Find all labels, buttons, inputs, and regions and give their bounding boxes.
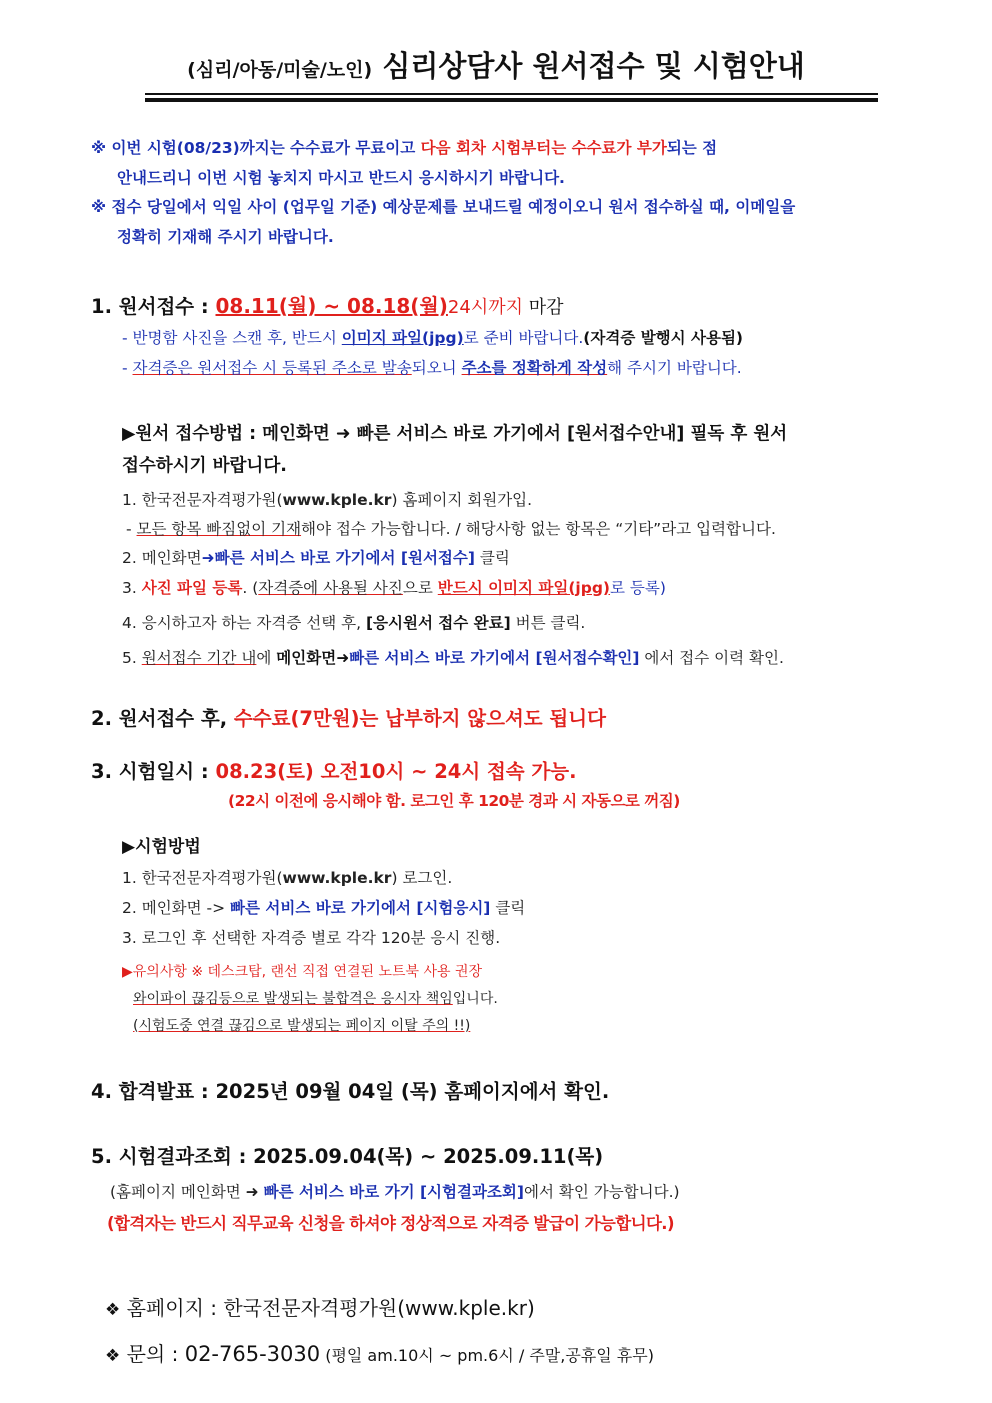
bullet-text: 해 주시기 바랍니다.	[607, 359, 742, 377]
notice-2-text: 접수 당일에서 익일 사이 (업무일 기준) 예상문제를 보내드릴 예정이오니 원서 접수하실 때, 이메일을	[111, 198, 796, 216]
exam-step-3: 3. 로그인 후 선택한 자격증 별로 각각 120분 응시 진행.	[122, 929, 501, 947]
section-4-heading: 4. 합격발표 : 2025년 09월 04일 (목) 홈페이지에서 확인.	[91, 1080, 610, 1103]
section-1-dates: 08.11(월) ~ 08.18(월)	[215, 294, 448, 318]
homepage-end: )	[526, 1296, 535, 1320]
method-step-3	[122, 576, 666, 598]
step-underlined: 원서접수 기간 내	[141, 649, 257, 667]
notice-1-text-red: 다음 회차 시험부터는 수수료가 부가	[420, 139, 667, 157]
caution-text: 입니다.	[452, 991, 498, 1007]
title-prefix: (심리/아동/미술/노인)	[187, 59, 373, 81]
bullet-note: (자격증 발행시 사용됨)	[583, 329, 744, 347]
step-emph: 메인화면➜	[276, 649, 350, 667]
phone-label: 문의 :	[126, 1342, 185, 1366]
step-emph: [응시원서 접수 완료]	[365, 614, 511, 632]
phone-number: 02-765-3030	[184, 1342, 321, 1366]
section-1-bullet-2	[122, 356, 742, 378]
step-emph: ➜빠른 서비스 바로 가기에서 [원서접수]	[201, 549, 475, 567]
title-main: 심리상담사 원서접수 및 시험안내	[382, 49, 805, 83]
step-text: 1. 한국전문자격평가원(	[122, 491, 283, 509]
step-text: . (	[242, 579, 259, 597]
step-text: 클릭	[474, 549, 510, 567]
notice-1-text-c: 되는 점	[666, 139, 718, 157]
page-title	[0, 44, 992, 85]
step-text: ) 로그인.	[391, 869, 453, 887]
bullet-text: -	[122, 359, 133, 377]
step-text: 1. 한국전문자격평가원(	[122, 869, 283, 887]
caution-title: ▶유의사항 ※ 데스크탑, 랜선 직접 연결된 노트북 사용 권장	[122, 964, 483, 980]
step-text: 버튼 클릭.	[510, 614, 586, 632]
step-text-blue: 로 등록)	[610, 579, 666, 597]
site-url: www.kple.kr	[282, 869, 392, 887]
method-step-1-note	[126, 517, 776, 539]
section-1-time: 24시까지	[447, 297, 523, 318]
notice-mark: ※	[91, 139, 107, 157]
contact-line	[105, 1338, 654, 1367]
exam-method-title: ▶시험방법	[122, 837, 201, 857]
step-emph-red: 반드시 이미지 파일(jpg)	[437, 579, 611, 597]
section-3-note: (22시 이전에 응시해야 함. 로그인 후 120분 경과 시 자동으로 꺼짐)	[228, 792, 680, 810]
exam-step-2	[122, 896, 525, 918]
section-3-heading	[91, 756, 577, 784]
step-text: 3.	[122, 579, 142, 597]
section-1-label: 1. 원서접수 :	[91, 295, 216, 318]
note-emph-blue: 빠른 서비스 바로 가기 [시험결과조회]	[263, 1183, 524, 1201]
section-5-red-note: (합격자는 반드시 직무교육 신청을 하셔야 정상적으로 자격증 발급이 가능합니다.)	[107, 1214, 674, 1233]
step-text: 에	[256, 649, 277, 667]
step-text: 에서 접수 이력 확인.	[639, 649, 784, 667]
caution-line-3: (시험도중 연결 끊김으로 발생되는 페이지 이탈 주의 !!)	[133, 1018, 471, 1034]
section-3-red: 08.23(토) 오전10시 ~ 24시 접속 가능.	[215, 760, 577, 783]
step-emph-blue: 빠른 서비스 바로 가기에서 [시험응시]	[230, 899, 491, 917]
exam-step-1	[122, 866, 452, 888]
title-rule-thin	[145, 93, 878, 95]
notice-mark: ※	[91, 198, 107, 216]
bullet-text: 로 준비 바랍니다.	[463, 329, 584, 347]
bullet-text: 되오니	[411, 359, 462, 377]
section-2-label: 2. 원서접수 후,	[91, 707, 234, 730]
homepage-line	[105, 1292, 535, 1321]
bullet-emph: 주소를 정확하게 작성	[461, 359, 608, 377]
caution-line-2	[133, 988, 498, 1008]
step-text: ) 홈페이지 회원가입.	[391, 491, 533, 509]
section-1-end: 마감	[523, 297, 564, 318]
note-text: (홈페이지 메인화면 ➜	[110, 1183, 264, 1201]
step-text: 2. 메인화면 ->	[122, 899, 231, 917]
step-text: 5.	[122, 649, 142, 667]
caution-underlined: 와이파이 끊김등으로 발생되는 불합격은 응시자 책임	[133, 991, 453, 1007]
section-2-heading	[91, 703, 606, 731]
notice-1	[91, 136, 717, 158]
method-step-1	[122, 488, 532, 510]
section-2-red: 수수료(7만원)는 납부하지 않으셔도 됩니다	[233, 707, 606, 730]
step-underlined: 자격증에 사용될 사진	[258, 579, 403, 597]
diamond-bullet-icon: ❖	[105, 1346, 121, 1366]
note-text: 에서 확인 가능합니다.)	[523, 1183, 680, 1201]
method-step-2	[122, 546, 510, 568]
step-text: 4. 응시하고자 하는 자격증 선택 후,	[122, 614, 366, 632]
section-1-method-line1: ▶원서 접수방법 : 메인화면 ➜ 빠른 서비스 바로 가기에서 [원서접수안내] 필독 후 원서	[122, 424, 788, 444]
notice-2	[91, 195, 795, 217]
notice-2-line2: 정확히 기재해 주시기 바랍니다.	[117, 228, 334, 246]
notice-1-line2: 안내드리니 이번 시험 놓치지 마시고 반드시 응시하시기 바랍니다.	[117, 169, 565, 187]
step-emph-red: 사진 파일 등록	[141, 579, 243, 597]
title-rule-thick	[145, 98, 878, 102]
method-step-5	[122, 646, 784, 668]
notice-1-text-a: 이번 시험(08/23)까지는 수수료가 무료이고	[111, 139, 421, 157]
section-1-bullet-1	[122, 326, 743, 348]
step-text: -	[126, 520, 137, 538]
diamond-bullet-icon: ❖	[105, 1300, 121, 1320]
section-5-heading: 5. 시험결과조회 : 2025.09.04(목) ~ 2025.09.11(목)	[91, 1145, 604, 1168]
section-1-heading	[91, 290, 564, 319]
bullet-emph: 이미지 파일(jpg)	[341, 329, 464, 347]
step-text: 2. 메인화면	[122, 549, 202, 567]
office-hours: (평일 am.10시 ~ pm.6시 / 주말,공휴일 휴무)	[320, 1346, 654, 1365]
bullet-underlined: 자격증은 원서접수 시 등록된 주소로 발송	[132, 359, 412, 377]
step-text: 으로	[402, 579, 438, 597]
step-text: 해야 접수 가능합니다. / 해당사항 없는 항목은 “기타”라고 입력합니다.	[301, 520, 776, 538]
site-url: www.kple.kr	[282, 491, 392, 509]
step-underlined: 모든 항목 빠짐없이 기재	[136, 520, 302, 538]
method-step-4	[122, 611, 585, 633]
step-emph-blue: 빠른 서비스 바로 가기에서 [원서접수확인]	[349, 649, 640, 667]
homepage-label: 홈페이지 : 한국전문자격평가원(	[126, 1296, 406, 1320]
homepage-link[interactable]: www.kple.kr	[405, 1296, 527, 1320]
section-1-method-line2: 접수하시기 바랍니다.	[122, 456, 287, 476]
section-3-label: 3. 시험일시 :	[91, 760, 216, 783]
bullet-text: - 반명함 사진을 스캔 후, 반드시	[122, 329, 342, 347]
section-5-note	[110, 1180, 680, 1202]
step-text: 클릭	[490, 899, 526, 917]
